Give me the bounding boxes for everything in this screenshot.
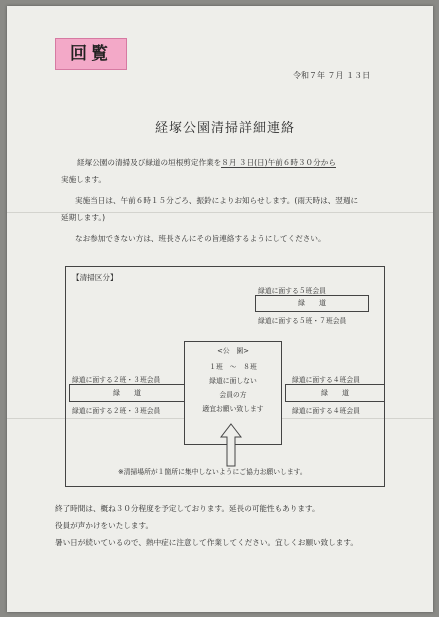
up-arrow-icon bbox=[220, 423, 242, 467]
park-assignee-line-3: 適宜お願い致します bbox=[202, 405, 264, 413]
top-lower-label: 緑道に面する５班・７班会員 bbox=[258, 317, 347, 325]
park-groups: １班 ～ ８班 bbox=[209, 363, 257, 371]
event-datetime: ８月 ３日(日)午前６時３０分から bbox=[221, 158, 336, 167]
absence-instruction: なお参加できない方は、班長さんにその旨連絡するようにしてください。 bbox=[75, 234, 326, 243]
cleaning-zone-diagram bbox=[65, 266, 385, 487]
right-lower-label: 緑道に面する４班会員 bbox=[292, 407, 360, 415]
left-lower-label: 緑道に面する２班・３班会員 bbox=[72, 407, 161, 415]
diagram-heading: 【清掃区分】 bbox=[72, 273, 118, 282]
right-upper-label: 緑道に面する４班会員 bbox=[292, 376, 360, 384]
left-upper-label: 緑道に面する２班・３班会員 bbox=[72, 376, 161, 384]
left-greenway-box: 緑 道 bbox=[69, 384, 185, 402]
intro-line-2: 実施します。 bbox=[61, 175, 106, 184]
notice-line-1: 実施当日は、午前６時１５分ごろ、振鈴によりお知らせします。(雨天時は、翌週に bbox=[75, 196, 359, 205]
intro-line-1 bbox=[77, 157, 336, 168]
park-assignee-line-1: 緑道に面しない bbox=[209, 377, 257, 385]
intro-text: 経塚公園の清掃及び緑道の垣根剪定作業を bbox=[77, 158, 222, 167]
closing-line-2: 役員が声かけをいたします。 bbox=[55, 521, 154, 530]
park-title: <公 園> bbox=[217, 347, 249, 355]
top-greenway-box: 緑 道 bbox=[255, 295, 369, 312]
circular-notice-sheet bbox=[7, 6, 433, 612]
closing-line-1: 終了時間は、概ね３０分程度を予定しております。延長の可能性もあります。 bbox=[55, 504, 320, 513]
top-upper-label: 緑道に面する５班会員 bbox=[258, 287, 326, 295]
diagram-note: ※清掃場所が１箇所に集中しないようにご協力お願いします。 bbox=[118, 468, 307, 476]
notice-date: 令和７年 ７月 １３日 bbox=[293, 71, 371, 80]
notice-line-2: 延期します。) bbox=[61, 213, 106, 222]
page-title: 経塚公園清掃詳細連絡 bbox=[155, 121, 296, 136]
right-greenway-box: 緑 道 bbox=[285, 384, 385, 402]
circulation-stamp: 回覧 bbox=[55, 38, 127, 70]
park-assignee-line-2: 会員の方 bbox=[219, 391, 247, 399]
closing-line-3: 暑い日が続いているので、熱中症に注意して作業してください。宜しくお願い致します。 bbox=[55, 538, 358, 547]
